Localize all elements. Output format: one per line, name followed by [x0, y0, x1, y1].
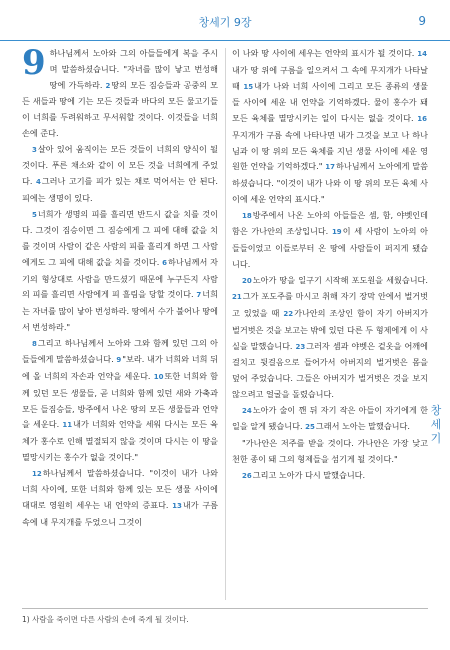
page-number: 9: [418, 14, 426, 28]
paragraph: [232, 46, 428, 208]
verse-number: 26: [242, 471, 252, 480]
verse-number: 13: [172, 502, 182, 510]
verse-text: 그리고 하나님께서 노아와 그와 함께 있던 그의 아들들에게 말씀하셨습니다.: [22, 337, 218, 365]
verse-text: "가나안은 저주를 받을 것이다. 가나안은 가장 낮고 천한 종이 돼 그의 형제들을 섬기게 될 것이다.": [232, 438, 428, 464]
verse-text: 내가 너희와 언약을 세워 다시는 모든 육체가 홍수로 인해 멸절되지 않을 것이며 다시는 이 땅을 멸망시키는 홍수가 없을 것이다.": [22, 419, 218, 462]
book-side-tab[interactable]: 창세기: [430, 404, 442, 445]
paragraph: [232, 208, 428, 273]
verse-number: 15: [243, 82, 254, 91]
verse-number: 6: [162, 258, 168, 267]
verse-text: 방주에서 나온 노아의 아들들은 셈, 함, 야벳인데 함은 가나안의 조상입니다.: [232, 209, 428, 237]
verse-number: 12: [32, 469, 42, 478]
verse-text: 노아가 술이 깬 뒤 자기 작은 아들이 자기에게 한 일을 알게 됐습니다.: [232, 404, 428, 432]
verse-text: 너희가 생명의 피를 흘리면 반드시 값을 치를 것이다. 그것이 짐승이면 그 짐승에게 그 피에 대해 값을 치를 것이며 사람이 같은 사람의 피를 흘리게 하면 그 사람에게도 그 피에 대해 값을 치를 것이다.: [22, 208, 218, 267]
verse-text: 살아 있어 움직이는 모든 것들이 너희의 양식이 될 것이다. 푸른 채소와 같이 이 모든 것을 너희에게 주었다.: [22, 143, 218, 186]
verse-number: 9: [116, 356, 122, 365]
verse-text: 이 세 사람이 노아의 아들들이었고 이들로부터 온 땅에 사람들이 퍼지게 됐습니다.: [232, 226, 428, 269]
column-divider: [225, 48, 226, 600]
verse-number: 3: [32, 145, 37, 154]
verse-text: 내가 나와 너희 사이에 그리고 모든 종류의 생물들 사이에 세운 내 언약을 기억하겠다. 물이 홍수가 돼 모든 육체를 멸망시키는 일이 다시는 없을 것이다.: [232, 80, 428, 123]
verse-number: 14: [417, 50, 427, 58]
verse-number: 23: [295, 342, 306, 351]
verse-number: 17: [325, 163, 336, 172]
verse-text: 무지개가 구름 속에 나타나면 내가 그것을 보고 나 하나님과 이 땅 위의 모든 육체를 지닌 생물 사이에 세운 영원한 언약을 기억하겠다.": [232, 129, 428, 172]
paragraph: [232, 436, 428, 468]
verse-text: 하나님께서 노아에게 말씀하셨습니다. "이것이 내가 나와 이 땅 위의 모든 육체 사이에 세운 언약의 표시다.": [232, 161, 428, 204]
verse-text: 하나님께서 말씀하셨습니다. "이것이 내가 나와 너희 사이에, 또한 너희와 함께 있는 모든 생물 사이에 대대로 영원히 세우는 내 언약의 증표다.: [22, 467, 218, 510]
verse-number: 2: [105, 81, 111, 90]
paragraph: [22, 142, 218, 207]
paragraph: [232, 273, 428, 403]
verse-number: 19: [331, 228, 342, 237]
header-rule: [0, 40, 450, 41]
paragraph: [22, 43, 218, 142]
verse-text: 그가 포도주를 마시고 취해 자기 장막 안에서 벌거벗고 있었을 때: [232, 291, 428, 318]
paragraph: [232, 403, 428, 437]
verse-text: 하나님께서 노아와 그의 아들들에게 복을 주시며 말씀하셨습니다. "자녀를 많이 낳고 번성해 땅에 가득하라.: [49, 48, 218, 90]
verse-text: 내가 땅 위에 구름을 일으켜서 그 속에 무지개가 나타날 때: [232, 64, 428, 91]
verse-number: 8: [32, 339, 37, 348]
chapter-number: 9: [22, 43, 46, 83]
verse-number: 5: [32, 210, 37, 219]
verse-text: 그리고 노아가 다시 말했습니다.: [252, 469, 366, 480]
verse-number: 11: [62, 421, 73, 430]
verse-text: 그래서 노아는 말했습니다.: [315, 421, 410, 432]
verse-text: 또한 너희와 함께 있던 모든 생물들, 곧 너희와 함께 있던 새와 가축과 모든 들짐승들, 방주에서 나온 땅의 모든 생물들과 언약을 세운다.: [22, 371, 218, 430]
verse-number: 18: [242, 211, 252, 220]
footnote-rule: [22, 608, 428, 609]
verse-number: 10: [153, 373, 164, 381]
paragraph: [232, 468, 428, 485]
verse-text: 너희는 자녀를 많이 낳아 번성하라. 땅에서 수가 불어나 땅에서 번성하라.": [22, 289, 218, 332]
paragraph: [22, 207, 218, 336]
right-column: [232, 46, 428, 484]
running-head: 창세기 9장: [198, 16, 252, 29]
verse-text: 하나님께서 자기의 형상대로 사람을 만드셨기 때문에 누구든지 사람의 피를 흘리면 사람에게 피 흘림을 당할 것이다.: [22, 256, 218, 300]
verse-number: 7: [196, 291, 202, 300]
verse-text: 내가 구름 속에 내 무지개를 두었으니 그것이: [22, 500, 218, 527]
verse-number: 24: [242, 406, 252, 415]
verse-number: 20: [242, 276, 252, 285]
verse-number: 16: [417, 115, 427, 123]
left-column-text: [22, 43, 219, 531]
verse-text: 그러자 셈과 야벳은 겉옷을 어깨에 걸치고 뒷걸음으로 들어가서 아버지의 벌거벗은 몸을 덮어 주었습니다. 그들은 아버지가 벌거벗은 것을 보지 않으려고 얼굴을 돌렸습니다.: [232, 340, 428, 399]
verse-text: 노아가 땅을 일구기 시작해 포도원을 세웠습니다.: [252, 274, 428, 285]
verse-text: 가나안의 조상인 함이 자기 아버지가 벌거벗은 것을 보고는 밖에 있던 다른 두 형제에게 이 사실을 말했습니다.: [232, 308, 428, 351]
right-column-text: [232, 46, 428, 484]
verse-text: "보라. 내가 너희와 너희 뒤에 올 너희의 자손과 언약을 세운다.: [22, 354, 218, 381]
verse-text: 그러나 고기를 피가 있는 채로 먹어서는 안 된다. 피에는 생명이 있다.: [22, 176, 219, 203]
verse-number: 25: [305, 423, 315, 432]
verse-text: 땅의 모든 짐승들과 공중의 모든 새들과 땅에 기는 모든 것들과 바다의 모든 물고기들이 너희를 두려워하고 무서워할 것이다. 이것들을 너희 손에 준다.: [22, 79, 218, 138]
verse-text: 이 나와 땅 사이에 세우는 언약의 표시가 될 것이다.: [232, 48, 418, 58]
verse-number: 22: [283, 310, 294, 318]
left-column: [22, 43, 219, 531]
paragraph: [22, 336, 218, 466]
footnote: 1) 사람을 죽이면 다른 사람의 손에 죽게 될 것이다.: [22, 615, 189, 624]
paragraph: [22, 466, 218, 531]
verse-number: 21: [232, 293, 242, 302]
verse-number: 4: [35, 178, 41, 186]
